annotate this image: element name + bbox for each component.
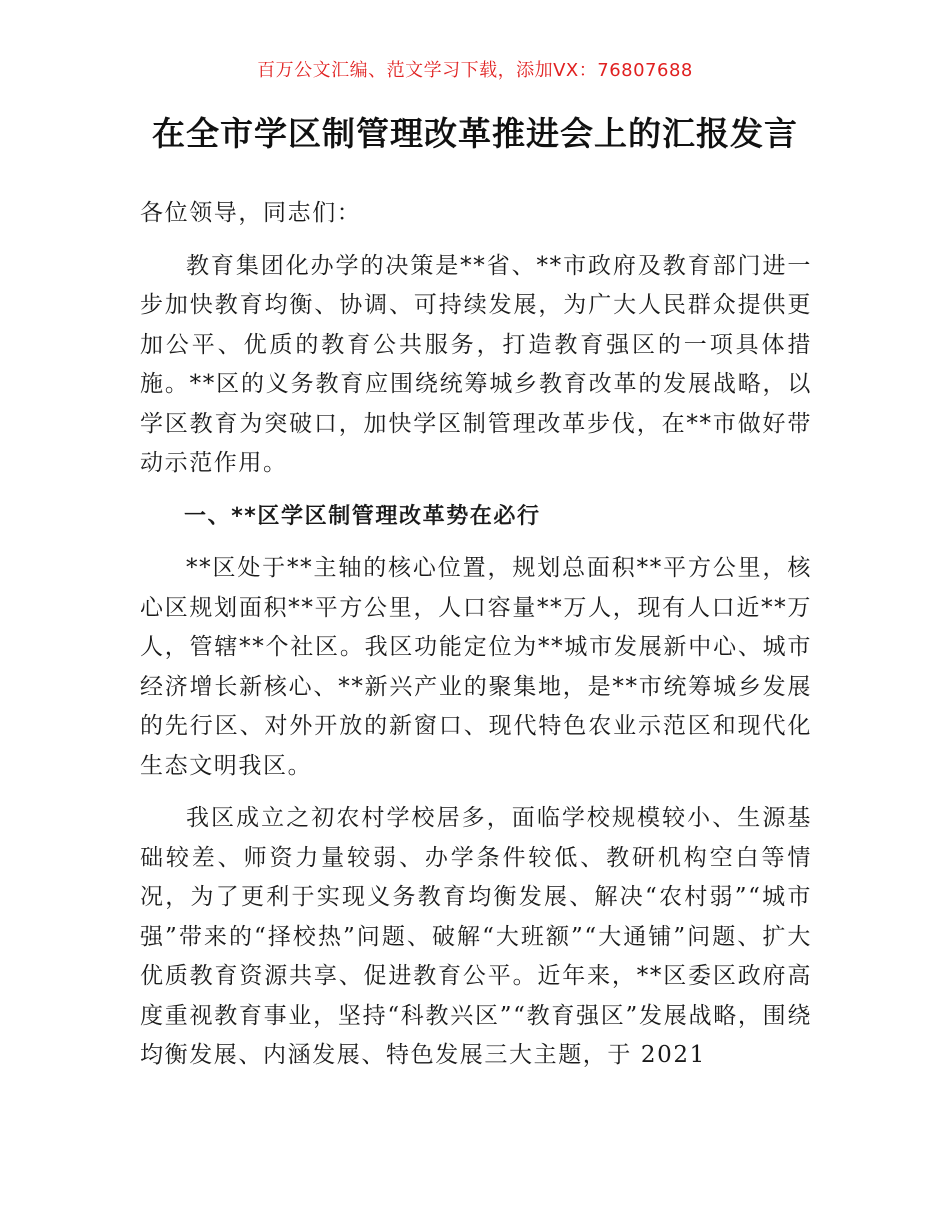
watermark-banner: 百万公文汇编、范文学习下载，添加VX：76807688 (257, 60, 693, 81)
document-body (140, 194, 812, 1089)
salutation: 各位领导，同志们： (140, 200, 362, 226)
paragraph-intro: 教育集团化办学的决策是**省、**市政府及教育部门进一步加快教育均衡、协调、可持续发展，为广大人民群众提供更加公平、优质的教育公共服务，打造教育强区的一项具体措施。**区的义务教育应围绕统筹城乡教育改革的发展战略，以学区教育为突破口，加快学区制管理改革步伐，在**市做好带动示范作用。 (140, 252, 812, 476)
section-heading: 一、**区学区制管理改革势在必行 (184, 503, 541, 529)
document-title: 在全市学区制管理改革推进会上的汇报发言 (152, 114, 798, 153)
paragraph-background: 我区成立之初农村学校居多，面临学校规模较小、生源基础较差、师资力量较弱、办学条件较低、教研机构空白等情况，为了更利于实现义务教育均衡发展、解决“农村弱”“城市强”带来的“择校热”问题、破解“大班额”“大通铺”问题、扩大优质教育资源共享、促进教育公平。近年来，**区委区政府高度重视教育事业，坚持“科教兴区”“教育强区”发展战略，围绕均衡发展、内涵发展、特色发展三大主题，于 2021 (140, 805, 812, 1068)
paragraph-district-overview: **区处于**主轴的核心位置，规划总面积**平方公里，核心区规划面积**平方公里，人口容量**万人，现有人口近**万人，管辖**个社区。我区功能定位为**城市发展新中心、城市经济增长新核心、**新兴产业的聚集地，是**市统筹城乡发展的先行区、对外开放的新窗口、现代特色农业示范区和现代化生态文明我区。 (140, 555, 812, 779)
